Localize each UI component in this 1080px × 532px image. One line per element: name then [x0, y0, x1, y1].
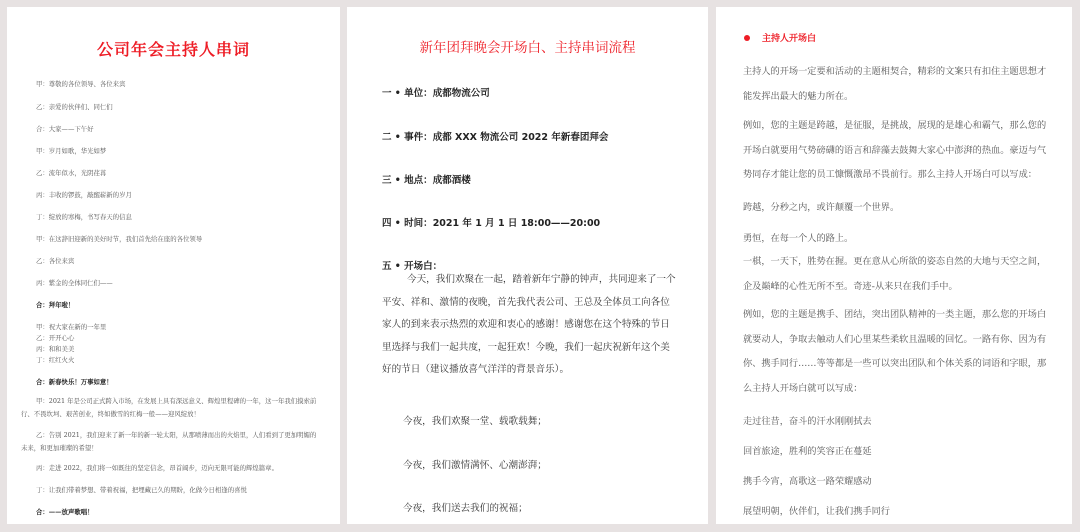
script-line: 乙：各位来宾: [36, 257, 75, 265]
tonight-line: 今夜，我们激情满怀、心潮澎湃；: [403, 460, 547, 471]
document-page-right: [716, 7, 1072, 524]
article-line: 跨越，分秒之内，或许颠覆一个世界。: [743, 202, 900, 213]
script-line: 乙：开开心心: [36, 334, 75, 342]
tonight-line: 今夜，我们欢聚一堂、载歌载舞；: [403, 416, 547, 427]
script-line: 甲：岁月如歌，华光如梦: [36, 147, 107, 155]
script-line: 合：大家——下午好: [36, 125, 94, 133]
script-line: 丁：红红火火: [36, 356, 75, 364]
article-line: 走过往昔，奋斗的汗水刚刚拭去: [743, 416, 872, 427]
page-title: 新年团拜晚会开场白、主持串词流程: [419, 40, 636, 56]
opening-paragraph: 今天，我们欢聚在一起，踏着新年宁静的钟声，共同迎来了一个平安、祥和、激情的夜晚，首先我代表公司、王总及全体员工向各位家人的到来表示热烈的欢迎和衷心的感谢！感谢您在这个特殊的节日里选择与我们一起共度，一起狂欢！今晚，我们一起庆祝新年这个美好的节日（建议播放喜气洋洋的背景音乐）。: [382, 274, 676, 375]
script-line: 合：新春快乐！万事如意！: [36, 378, 113, 386]
script-line: 合：——放声歌唱！: [36, 508, 94, 516]
document-page-middle: [347, 7, 708, 524]
event-info-value: 成都物流公司: [432, 88, 490, 99]
article-line: 勇恒，在每一个人的路上。: [743, 233, 854, 244]
page-title: 公司年会主持人串词: [96, 40, 250, 59]
article-paragraph: 主持人的开场一定要和活动的主题相契合，精彩的文案只有扣住主题思想才能发挥出最大的魅力所在。: [743, 66, 1047, 102]
script-line: 丙：丰收的锣鼓，敲醒崭新的岁月: [36, 191, 132, 199]
article-line: 回首旅途，胜利的笑容正在蔓延: [743, 446, 872, 457]
event-info-value: 成都 XXX 物流公司 2022 年新春团拜会: [432, 132, 609, 143]
event-info-label: 一 • 单位：: [382, 88, 433, 99]
event-info-label: 五 • 开场白：: [382, 261, 443, 272]
article-line: 展望明朝，伙伴们，让我们携手同行: [743, 506, 890, 517]
script-line: 丙：和和美美: [36, 345, 75, 353]
tonight-line: 今夜，我们送去我们的祝福；: [403, 503, 528, 514]
script-line: 丙：走进 2022，我们将一如既往的坚定信念，昂首阔步，迈向无限可能的辉煌篇章。: [36, 464, 278, 472]
script-paragraph: 甲：2021 年是公司正式跨入市场，在发展上具有深远意义、辉煌里程碑的一年，这一年我们摸索前行、不畏坎坷、艰苦创业，终如傲雪的红梅一般——迎风绽放！: [21, 397, 317, 418]
event-info-value: 2021 年 1 月 1 日 18:00——20:00: [432, 218, 601, 229]
event-info-label: 二 • 事件：: [382, 132, 433, 143]
script-line: 合：拜年啦！: [36, 301, 75, 309]
script-line: 甲：祝大家在新的一年里: [36, 323, 107, 331]
script-line: 乙：流年似水，光阴荏苒: [36, 169, 107, 177]
section-heading: [744, 31, 816, 44]
document-page-left: [7, 7, 340, 524]
script-line: 丁：让我们带着梦想、带着祝福，把埋藏已久的期盼，化做今日相逢的喜悦: [36, 486, 247, 494]
article-paragraph: 例如，您的主题是携手、团结，突出团队精神的一类主题，那么您的开场白就要动人，争取去触动人们心里某些柔软且温暖的回忆。一路有你、因为有你、携手同行……等等都是一些可以突出团队和个体关系的词语和字眼，那么主持人开场白就可以写成：: [743, 309, 1047, 394]
script-line: 乙：亲爱的伙伴们、同仁们: [36, 103, 113, 111]
event-info-label: 三 • 地点：: [382, 175, 433, 186]
script-line: 甲：尊敬的各位领导、各位来宾: [36, 80, 126, 88]
event-info-label: 四 • 时间：: [382, 218, 433, 229]
article-line: 携手今宵，高歌这一路荣耀感动: [743, 476, 872, 487]
event-info-value: 成都酒楼: [432, 175, 471, 186]
article-paragraph: 一棋，一天下，胜势在握。更在意从心所欲的姿态自然的大地与天空之间，企及巅峰的心性无所不至。奇迹-从来只在我们手中。: [743, 256, 1047, 292]
bullet-dot-icon: [744, 35, 750, 41]
article-paragraph: 例如，您的主题是跨越，是征服，是挑战，展现的是雄心和霸气，那么您的开场白就要用气势磅礴的语言和辞藻去鼓舞大家心中澎湃的热血。豪迈与气势同存才能让您的员工慷慨激昂不畏前行。那么主持人开场白可以写成：: [743, 120, 1047, 180]
script-line: 甲：在这辞旧迎新的美好时节，我们首先给在座的各位领导: [36, 235, 203, 243]
event-info-item: [382, 215, 600, 229]
event-info-item: [382, 129, 608, 143]
script-line: 丙：紫金的全体同仁们——: [36, 279, 113, 287]
event-info-item: [382, 85, 490, 99]
script-paragraph: 乙：告别 2021，我们迎来了新一年的新一轮太阳，从那喷薄而出的火焰里，人们看到了更加明媚的未来，和更加璀璨的希望！: [21, 431, 317, 452]
script-line: 丁：绽放的寒梅，书写春天的信息: [36, 213, 132, 221]
section-heading-text: 主持人开场白: [762, 34, 817, 44]
event-info-item: [382, 172, 471, 186]
